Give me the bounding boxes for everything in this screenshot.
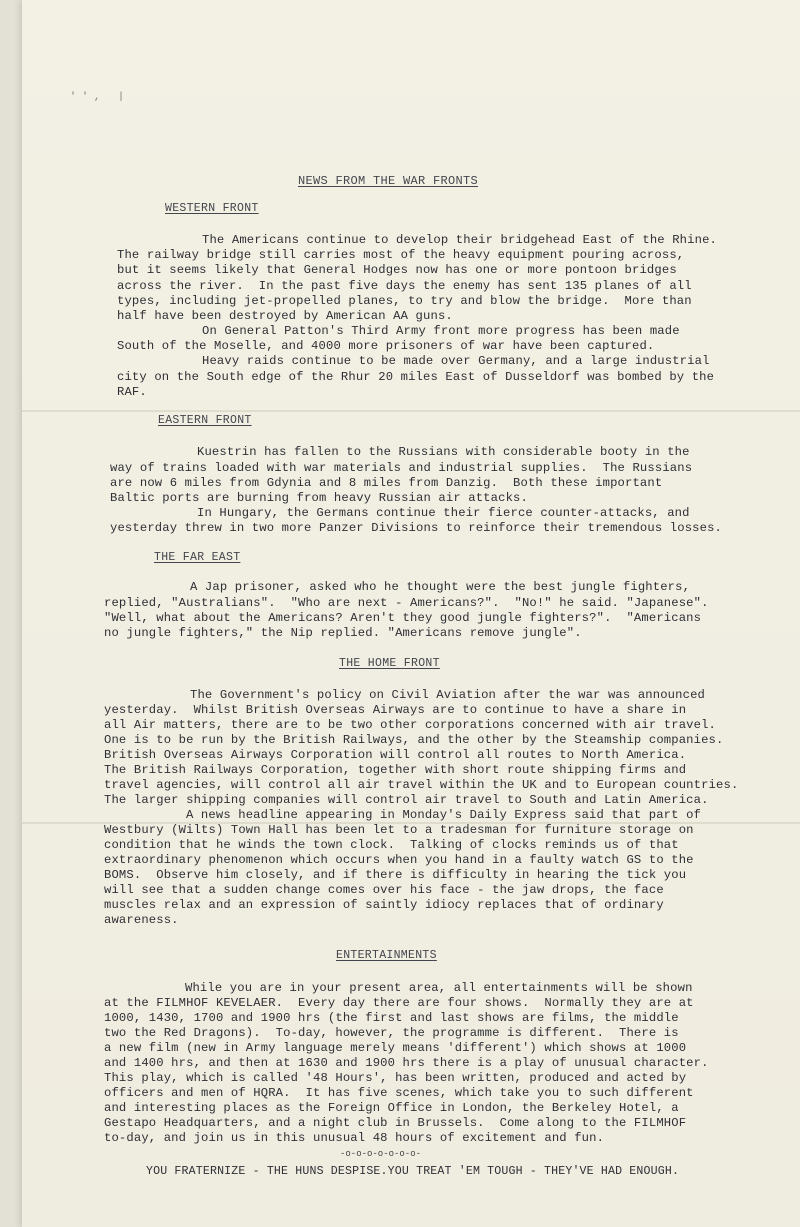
home-line: extraordinary phenomenon which occurs when you hand in a faulty watch GS to the bbox=[104, 853, 694, 867]
western-line: Heavy raids continue to be made over Germany, and a large industrial bbox=[202, 354, 710, 368]
entertainments-line: Gestapo Headquarters, and a night club in Brussels. Come along to the FILMHOF bbox=[104, 1116, 687, 1130]
western-line: but it seems likely that General Hodges now has one or more pontoon bridges bbox=[117, 263, 677, 277]
section-heading-far-east: THE FAR EAST bbox=[154, 551, 241, 564]
far-east-line: A Jap prisoner, asked who he thought were the best jungle fighters, bbox=[190, 580, 691, 594]
section-heading-western: WESTERN FRONT bbox=[165, 202, 259, 215]
eastern-line: yesterday threw in two more Panzer Divisions to reinforce their tremendous losses. bbox=[110, 521, 723, 535]
home-line: travel agencies, will control all air travel within the UK and to European countries. bbox=[104, 778, 739, 792]
document-title: NEWS FROM THE WAR FRONTS bbox=[298, 174, 479, 188]
home-line: The Government's policy on Civil Aviation after the war was announced bbox=[190, 688, 705, 702]
western-line: half have been destroyed by American AA guns. bbox=[117, 309, 453, 323]
entertainments-line: a new film (new in Army language merely means 'different') which shows at 1000 bbox=[104, 1041, 687, 1055]
eastern-line: are now 6 miles from Gdynia and 8 miles from Danzig. Both these important bbox=[110, 476, 663, 490]
entertainments-line: to-day, and join us in this unusual 48 hours of excitement and fun. bbox=[104, 1131, 605, 1145]
entertainments-line: 1000, 1430, 1700 and 1900 hrs (the first and last shows are films, the middle bbox=[104, 1011, 679, 1025]
eastern-line: In Hungary, the Germans continue their fierce counter-attacks, and bbox=[197, 506, 690, 520]
entertainments-line: This play, which is called '48 Hours', has been written, produced and acted by bbox=[104, 1071, 687, 1085]
home-line: awareness. bbox=[104, 913, 179, 927]
entertainments-line: two the Red Dragons). To-day, however, the programme is different. There is bbox=[104, 1026, 679, 1040]
eastern-line: way of trains loaded with war materials and industrial supplies. The Russians bbox=[110, 461, 693, 475]
footer-slogan: YOU FRATERNIZE - THE HUNS DESPISE.YOU TREAT 'EM TOUGH - THEY'VE HAD ENOUGH. bbox=[146, 1165, 680, 1178]
entertainments-line: officers and men of HQRA. It has five scenes, which take you to such different bbox=[104, 1086, 694, 1100]
home-line: The British Railways Corporation, together with short route shipping firms and bbox=[104, 763, 687, 777]
entertainments-line: and interesting places as the Foreign Office in London, the Berkeley Hotel, a bbox=[104, 1101, 679, 1115]
far-east-line: "Well, what about the Americans? Aren't they good jungle fighters?". "Americans bbox=[104, 611, 702, 625]
home-line: yesterday. Whilst British Overseas Airways are to continue to have a share in bbox=[104, 703, 687, 717]
home-line: Westbury (Wilts) Town Hall has been let to a tradesman for furniture storage on bbox=[104, 823, 694, 837]
home-line: will see that a sudden change comes over his face - the jaw drops, the face bbox=[104, 883, 664, 897]
entertainments-line: at the FILMHOF KEVELAER. Every day there are four shows. Normally they are at bbox=[104, 996, 694, 1010]
far-east-line: replied, "Australians". "Who are next - Americans?". "No!" he said. "Japanese". bbox=[104, 596, 709, 610]
western-line: South of the Moselle, and 4000 more prisoners of war have been captured. bbox=[117, 339, 655, 353]
far-east-line: no jungle fighters," the Nip replied. "Americans remove jungle". bbox=[104, 626, 582, 640]
stray-marks: ' ' , | bbox=[70, 92, 125, 103]
western-line: The Americans continue to develop their bridgehead East of the Rhine. bbox=[202, 233, 717, 247]
western-line: across the river. In the past five days the enemy has sent 135 planes of all bbox=[117, 279, 692, 293]
eastern-line: Baltic ports are burning from heavy Russian air attacks. bbox=[110, 491, 528, 505]
home-line: The larger shipping companies will control air travel to South and Latin America. bbox=[104, 793, 709, 807]
western-line: types, including jet-propelled planes, to try and blow the bridge. More than bbox=[117, 294, 692, 308]
separator: -o-o-o-o-o-o-o- bbox=[340, 1149, 422, 1159]
home-line: BOMS. Observe him closely, and if there is difficulty in hearing the tick you bbox=[104, 868, 687, 882]
western-line: city on the South edge of the Rhur 20 miles East of Dusseldorf was bombed by the bbox=[117, 370, 715, 384]
home-line: A news headline appearing in Monday's Daily Express said that part of bbox=[186, 808, 701, 822]
western-line: On General Patton's Third Army front more progress has been made bbox=[202, 324, 680, 338]
western-line: The railway bridge still carries most of the heavy equipment pouring across, bbox=[117, 248, 685, 262]
home-line: One is to be run by the British Railways, and the other by the Steamship companies. bbox=[104, 733, 724, 747]
western-line: RAF. bbox=[117, 385, 147, 399]
section-heading-eastern: EASTERN FRONT bbox=[158, 414, 252, 427]
home-line: condition that he winds the town clock. Talking of clocks reminds us of that bbox=[104, 838, 679, 852]
entertainments-line: and 1400 hrs, and then at 1630 and 1900 hrs there is a play of unusual character. bbox=[104, 1056, 709, 1070]
eastern-line: Kuestrin has fallen to the Russians with considerable booty in the bbox=[197, 445, 690, 459]
section-heading-home: THE HOME FRONT bbox=[339, 657, 440, 670]
entertainments-line: While you are in your present area, all entertainments will be shown bbox=[185, 981, 693, 995]
section-heading-entertainments: ENTERTAINMENTS bbox=[336, 949, 437, 962]
home-line: all Air matters, there are to be two other corporations concerned with air travel. bbox=[104, 718, 717, 732]
home-line: muscles relax and an expression of saintly idiocy replaces that of ordinary bbox=[104, 898, 664, 912]
home-line: British Overseas Airways Corporation will control all routes to North America. bbox=[104, 748, 687, 762]
